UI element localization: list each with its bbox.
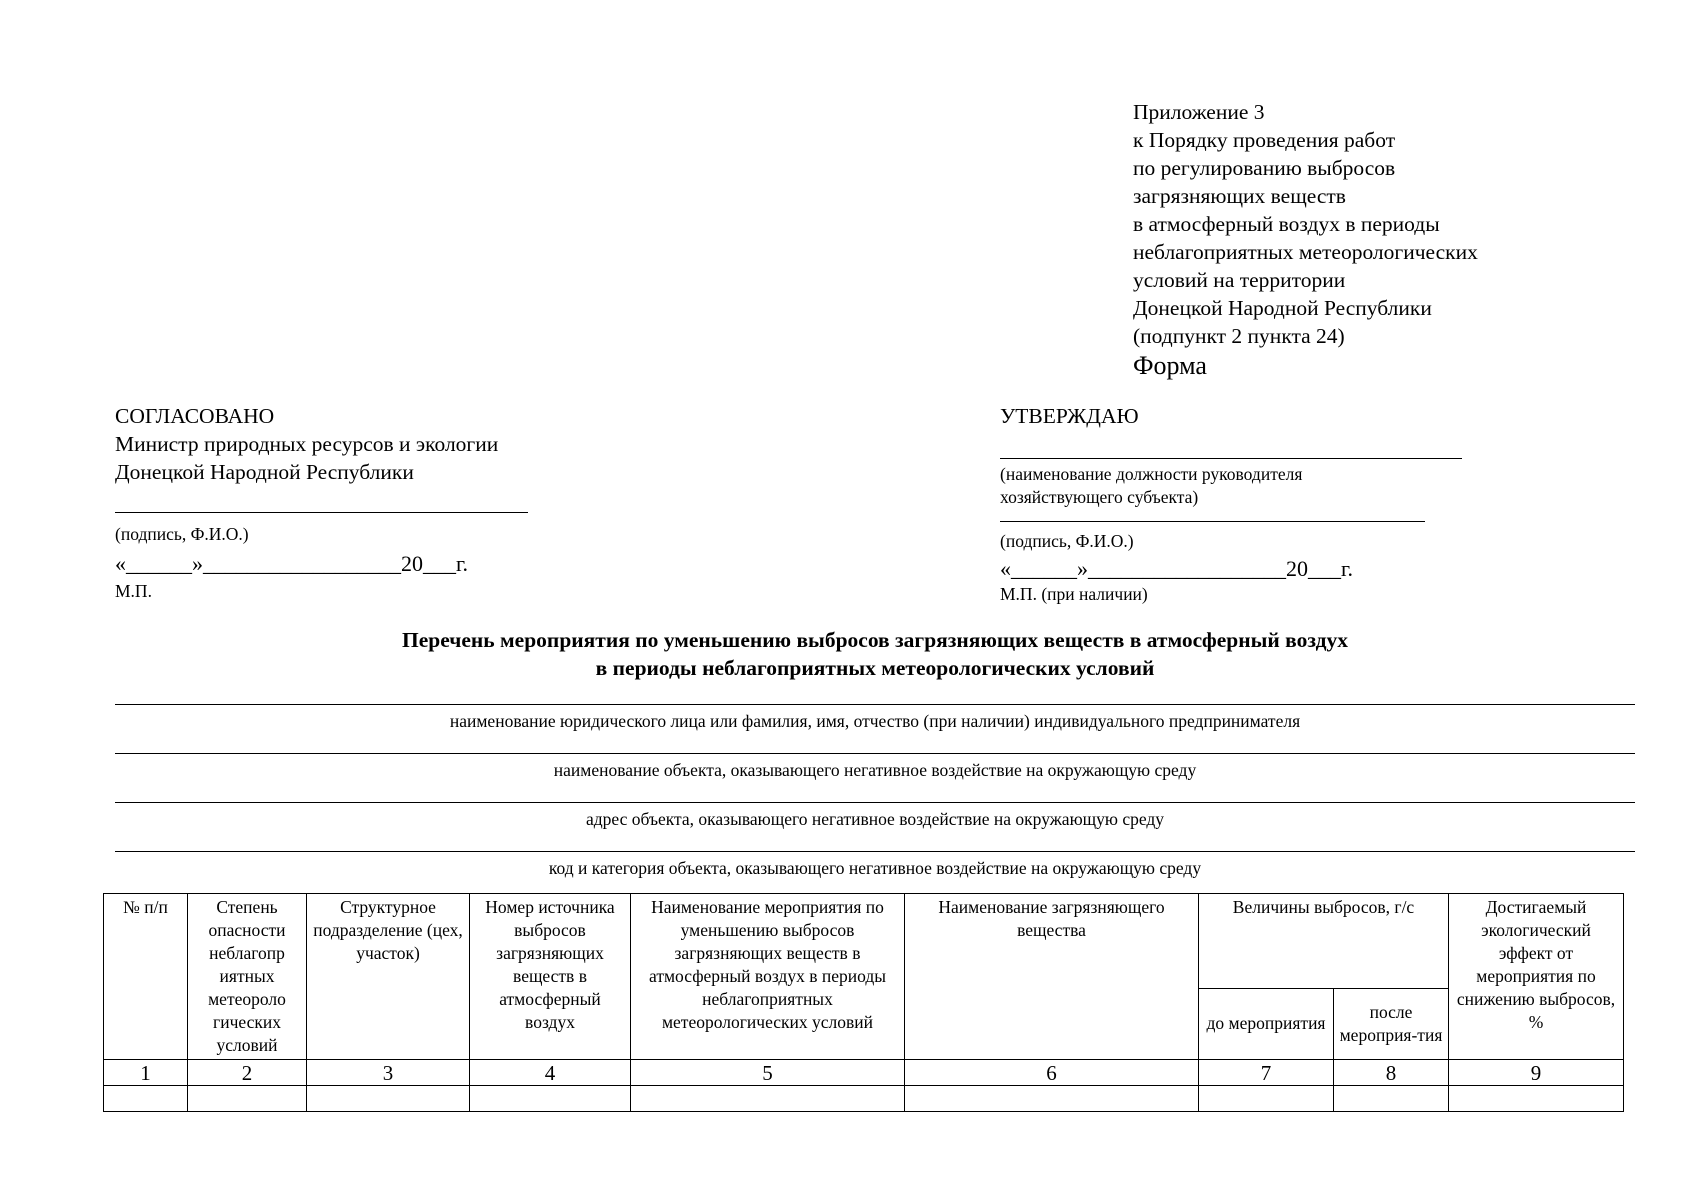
table-cell[interactable] (307, 1086, 470, 1112)
field-caption: наименование юридического лица или фамилия, имя, отчество (при наличии) индивидуального предпринимателя (449, 711, 1301, 731)
appendix-block (1133, 98, 1653, 384)
document-title-line: Перечень мероприятия по уменьшению выбросов загрязняющих веществ в атмосферный воздух (402, 628, 1348, 652)
header-cell-number: № п/п (104, 894, 188, 1060)
appendix-line: (подпункт 2 пункта 24) (1133, 324, 1345, 348)
approve-heading: УТВЕРЖДАЮ (1000, 404, 1139, 428)
header-cell-measure-name: Наименование мероприятия по уменьшению выбросов загрязняющих веществ в атмосферный воздух в периоды неблагоприятных метеорологических условий (631, 894, 905, 1060)
appendix-line: неблагоприятных метеорологических (1133, 240, 1478, 264)
table-number-row (104, 1060, 1624, 1086)
document-title (115, 626, 1635, 682)
field-rule (115, 802, 1635, 803)
header-cell-source-number: Номер источника выбросов загрязняющих веществ в атмосферный воздух (470, 894, 631, 1060)
form-label: Форма (1133, 351, 1207, 380)
table-cell[interactable] (188, 1086, 307, 1112)
column-number: 9 (1449, 1060, 1624, 1086)
table-cell[interactable] (1334, 1086, 1449, 1112)
appendix-line: в атмосферный воздух в периоды (1133, 212, 1440, 236)
agreed-date-line[interactable]: «______»__________________20___г. (115, 551, 469, 576)
table-cell[interactable] (470, 1086, 631, 1112)
approve-position-caption: хозяйствующего субъекта) (1000, 487, 1199, 507)
appendix-line: Приложение 3 (1133, 100, 1265, 124)
field-rule (115, 704, 1635, 705)
field-rule (115, 851, 1635, 852)
approve-position-caption: (наименование должности руководителя (1000, 464, 1303, 484)
approve-block (1000, 402, 1560, 605)
approve-signature-line[interactable] (1000, 509, 1425, 522)
column-number: 7 (1199, 1060, 1334, 1086)
agreed-minister-line: Министр природных ресурсов и экологии (115, 432, 499, 456)
appendix-line: условий на территории (1133, 268, 1346, 292)
agreed-heading: СОГЛАСОВАНО (115, 404, 275, 428)
agreed-republic-line: Донецкой Народной Республики (115, 460, 414, 484)
appendix-line: по регулированию выбросов (1133, 156, 1396, 180)
approve-date-line[interactable]: «______»__________________20___г. (1000, 556, 1354, 581)
appendix-line: к Порядку проведения работ (1133, 128, 1396, 152)
column-number: 1 (104, 1060, 188, 1086)
header-cell-ecological-effect: Достигаемый экологический эффект от мероприятия по снижению выбросов, % (1449, 894, 1624, 1060)
field-caption: адрес объекта, оказывающего негативное воздействие на окружающую среду (585, 809, 1165, 829)
measures-table (103, 893, 1624, 1112)
agreed-signature-line[interactable] (115, 486, 528, 513)
field-caption: наименование объекта, оказывающего негативное воздействие на окружающую среду (553, 760, 1197, 780)
approve-seal: М.П. (при наличии) (1000, 584, 1148, 604)
approve-signature-caption: (подпись, Ф.И.О.) (1000, 531, 1134, 551)
field-object-code[interactable] (115, 851, 1635, 879)
column-number: 8 (1334, 1060, 1449, 1086)
appendix-line: загрязняющих веществ (1133, 184, 1346, 208)
column-number: 4 (470, 1060, 631, 1086)
field-caption: код и категория объекта, оказывающего негативное воздействие на окружающую среду (548, 858, 1202, 878)
field-object-address[interactable] (115, 802, 1635, 830)
agreed-signature-caption: (подпись, Ф.И.О.) (115, 524, 249, 544)
agreed-block (115, 402, 675, 602)
table-cell[interactable] (905, 1086, 1199, 1112)
appendix-line: Донецкой Народной Республики (1133, 296, 1432, 320)
column-number: 5 (631, 1060, 905, 1086)
column-number: 2 (188, 1060, 307, 1086)
header-cell-pollutant-name: Наименование загрязняющего вещества (905, 894, 1199, 1060)
table-cell[interactable] (1199, 1086, 1334, 1112)
header-cell-emission-values: Величины выбросов, г/с (1199, 894, 1449, 989)
field-rule (115, 753, 1635, 754)
table-header-row (104, 894, 1624, 989)
document-title-line: в периоды неблагоприятных метеорологических условий (595, 656, 1155, 680)
header-cell-after: после мероприя-тия (1334, 988, 1449, 1059)
field-object-name[interactable] (115, 753, 1635, 781)
table-cell[interactable] (104, 1086, 188, 1112)
approve-position-line[interactable] (1000, 430, 1462, 459)
header-cell-before: до мероприятия (1199, 988, 1334, 1059)
header-cell-danger-level: Степень опасности неблагопр иятных метеороло гических условий (188, 894, 307, 1060)
column-number: 3 (307, 1060, 470, 1086)
table-empty-row (104, 1086, 1624, 1112)
agreed-seal: М.П. (115, 581, 152, 601)
header-cell-department: Структурное подразделение (цех, участок) (307, 894, 470, 1060)
field-legal-entity[interactable] (115, 704, 1635, 732)
table-cell[interactable] (1449, 1086, 1624, 1112)
table-cell[interactable] (631, 1086, 905, 1112)
column-number: 6 (905, 1060, 1199, 1086)
